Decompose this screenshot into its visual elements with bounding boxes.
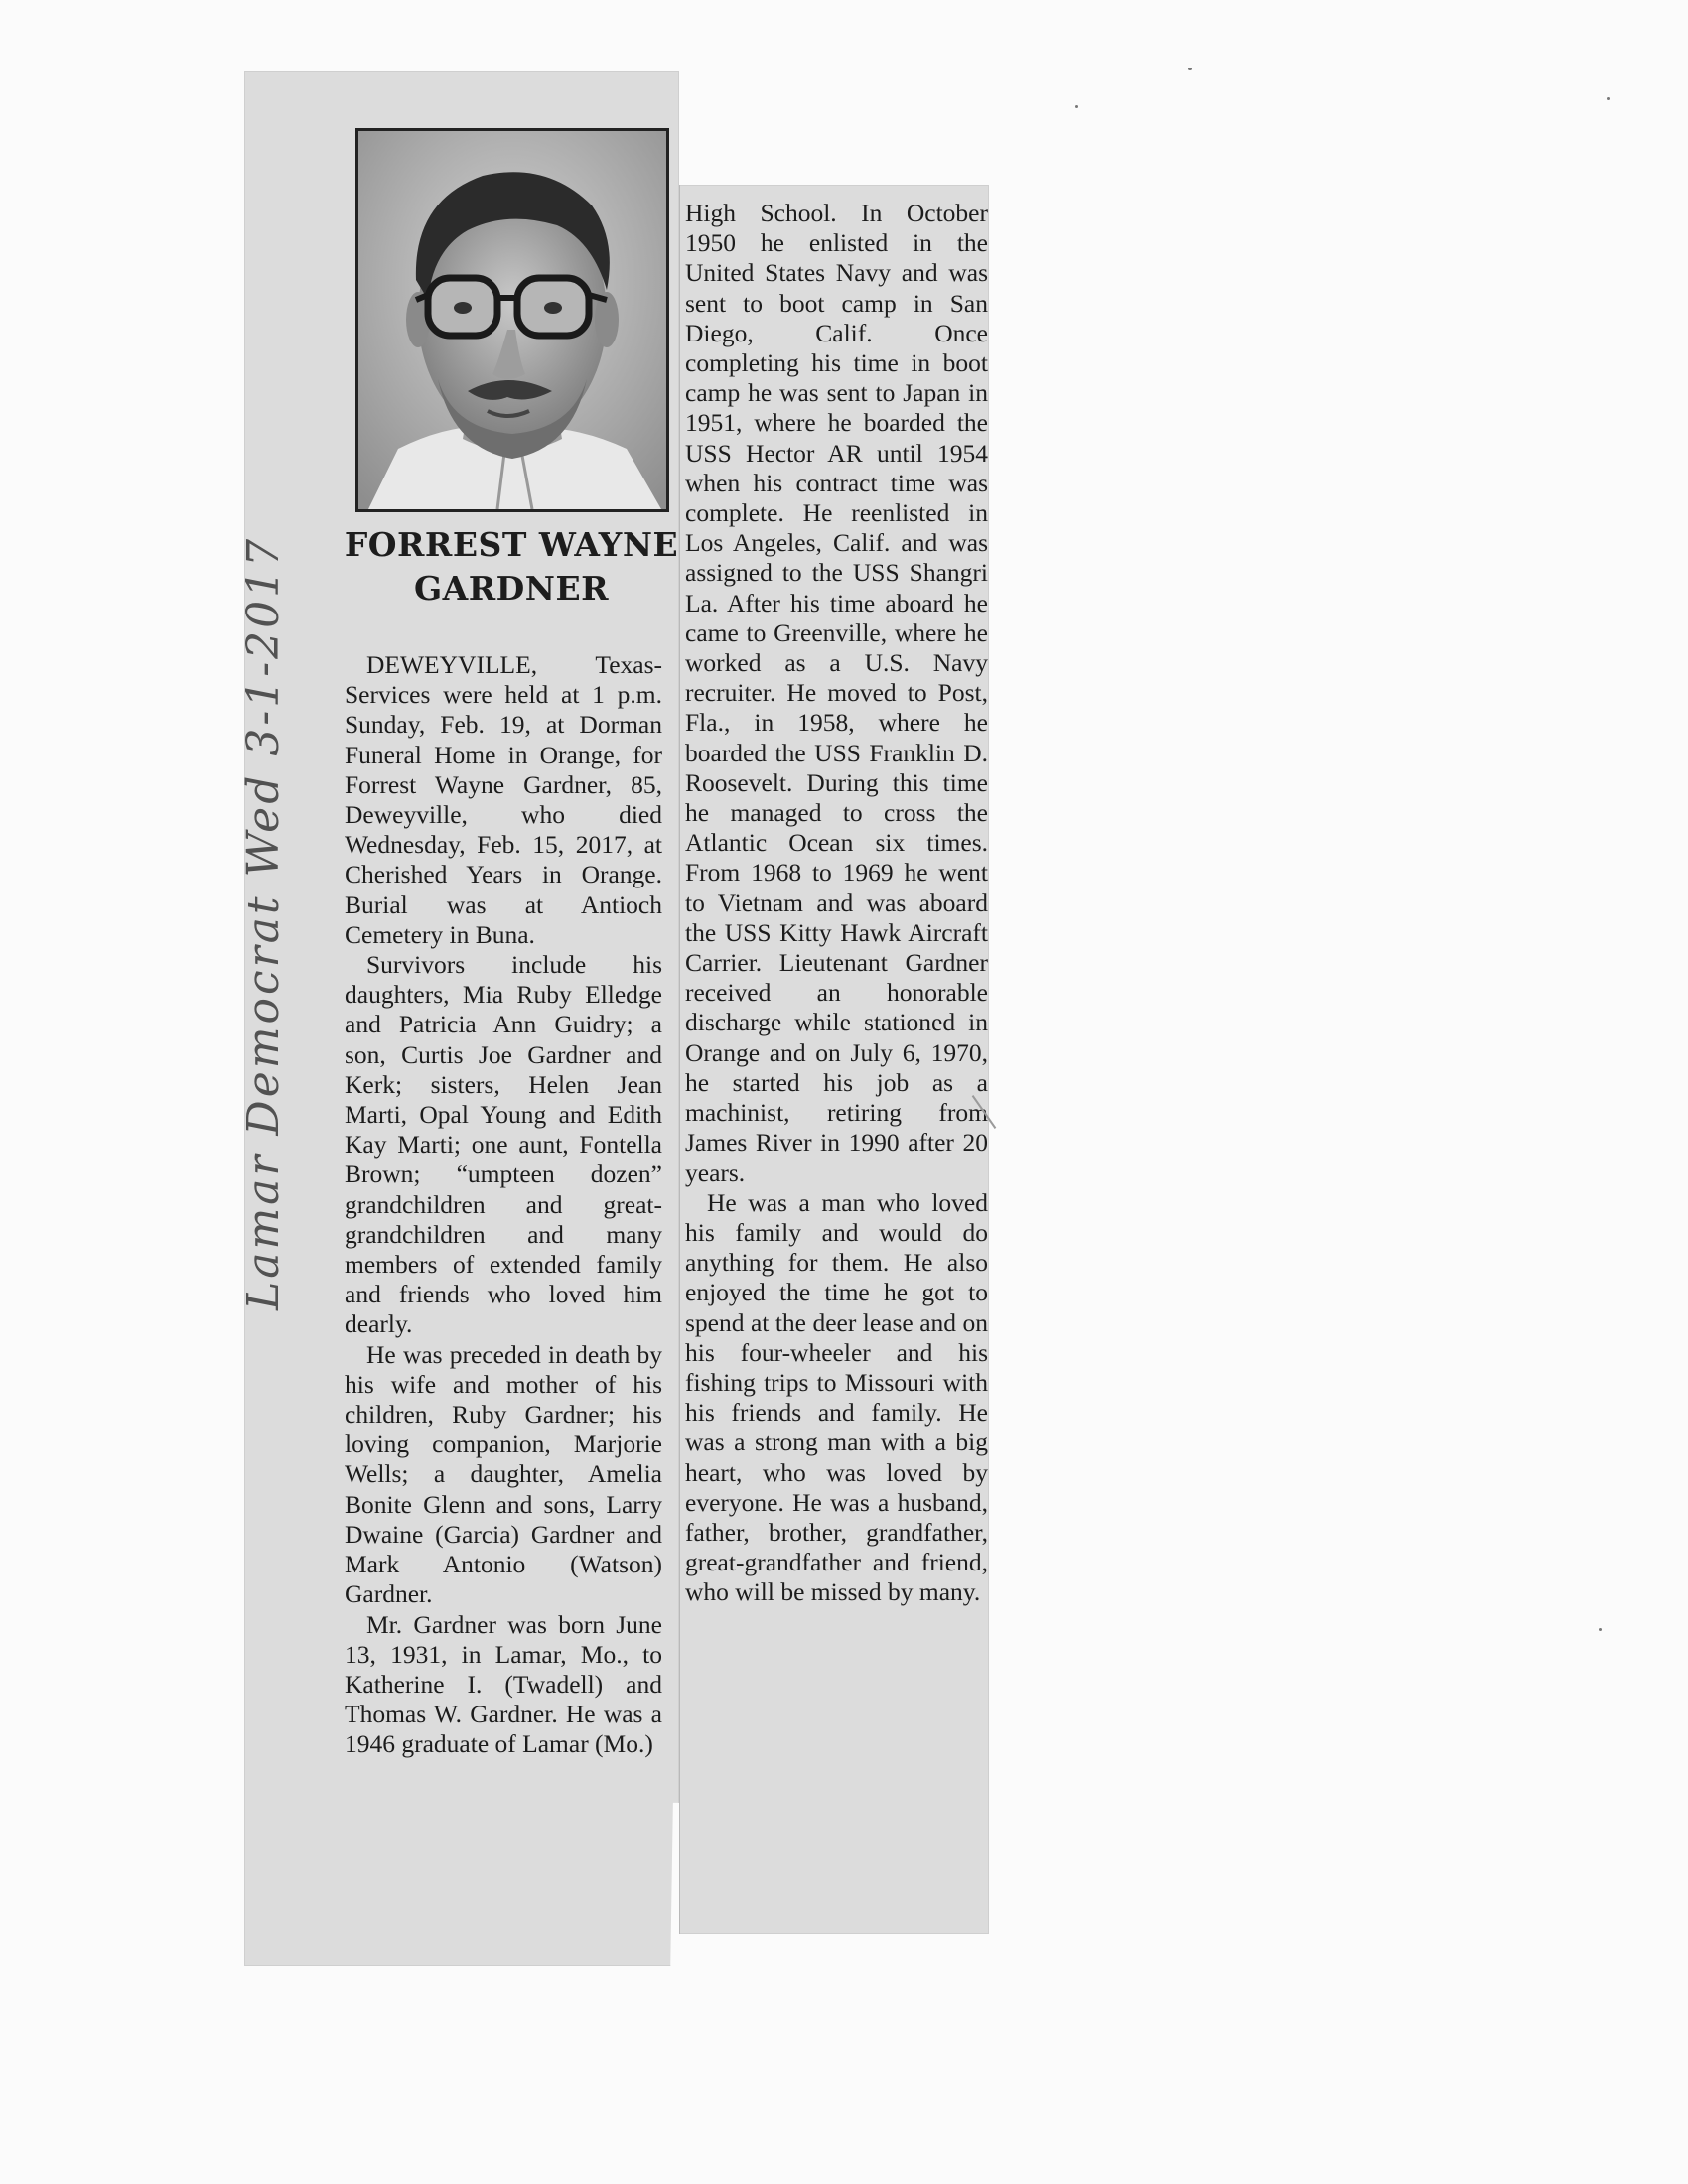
obituary-paragraph-services: DEWEYVILLE, Texas- Services were held at 1 p.m. Sunday, Feb. 19, at Dorman Funeral Home in Orange, for Forrest Wayne Gardner, 85, Deweyville, who died Wednesday, Feb. 15, 2017, at Cherished Years in Orange. Burial was at Antioch Cemetery in Buna.	[345, 650, 662, 949]
obituary-paragraph-survivors: Survivors include his daughters, Mia Ruby Elledge and Patricia Ann Guidry; a son, Curtis Joe Gardner and Kerk; sisters, Helen Jean Marti, Opal Young and Edith Kay Marti; one aunt, Fontella Brown; “umpteen dozen” grandchildren and great-grandchildren and many members of extended family and friends who loved him dearly.	[345, 950, 662, 1339]
obituary-name-line-2: GARDNER	[413, 569, 610, 608]
obituary-name-line-1: FORREST WAYNE	[344, 525, 679, 564]
portrait-image	[358, 131, 666, 509]
dust-speck	[1599, 1628, 1602, 1631]
obituary-paragraph-born: Mr. Gardner was born June 13, 1931, in Lamar, Mo., to Katherine I. (Twadell) and Thomas W. Gardner. He was a 1946 graduate of Lamar (Mo.)	[345, 1609, 662, 1759]
clipping-seam	[679, 185, 680, 1934]
dust-speck	[1075, 105, 1078, 108]
obituary-paragraph-tribute: He was a man who loved his family and would do anything for them. He also enjoyed the time he got to spend at the deer lease and on his four-wheeler and his fishing trips to Missouri with his friends and family. He was a strong man with a big heart, who was loved by everyone. He was a husband, father, brother, grandfather, great-grandfather and friend, who will be missed by many.	[685, 1187, 988, 1607]
portrait-photo	[355, 128, 669, 512]
obituary-paragraph-preceded: He was preceded in death by his wife and mother of his children, Ruby Gardner; his loving companion, Marjorie Wells; a daughter, Amelia Bonite Glenn and sons, Larry Dwaine (Garcia) Gardner and Mark Antonio (Watson) Gardner.	[345, 1339, 662, 1609]
handwritten-date-note: Lamar Democrat Wed 3-1-2017	[238, 535, 289, 1310]
obituary-left-column	[345, 650, 662, 1760]
obituary-right-column	[685, 199, 988, 1608]
obituary-paragraph-navy-career: High School. In October 1950 he enlisted in the United States Navy and was sent to boot camp in San Diego, Calif. Once completing his time in boot camp he was sent to Japan in 1951, where he boarded the USS Hector AR until 1954 when his contract time was complete. He reenlisted in Los Angeles, Calif. and was assigned to the USS Shangri La. After his time aboard he came to Greenville, where he worked as a U.S. Navy recruiter. He moved to Post, Fla., in 1958, where he boarded the USS Franklin D. Roosevelt. During this time he managed to cross the Atlantic Ocean six times. From 1968 to 1969 he went to Vietnam and was aboard the USS Kitty Hawk Aircraft Carrier. Lieutenant Gardner received an honorable discharge while stationed in Orange and on July 6, 1970, he started his job as a machinist, retiring from James River in 1990 after 20 years.	[685, 199, 988, 1187]
dust-speck	[1188, 68, 1192, 70]
dust-speck	[1607, 97, 1610, 100]
